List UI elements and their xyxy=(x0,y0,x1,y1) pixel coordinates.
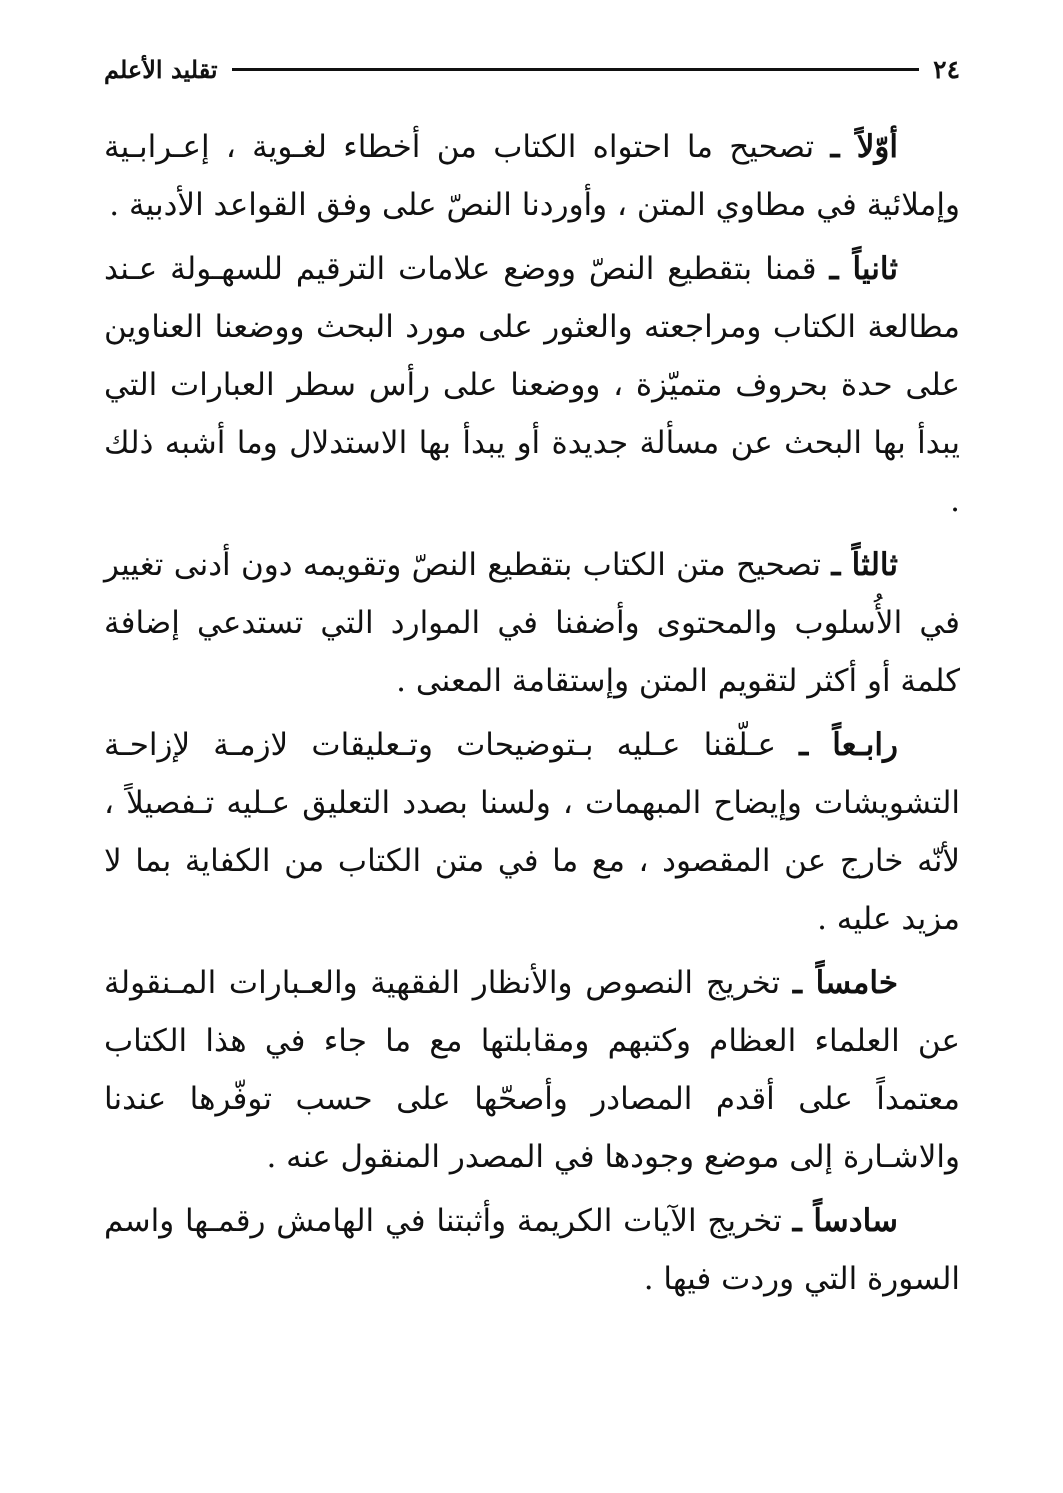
paragraph-first xyxy=(104,118,960,234)
paragraph-text: قمنا بتقطيع النصّ ووضع علامات الترقيم للسهـولة عـند مطالعة الكتاب ومراجعته والعثور على مورد البحث ووضعنا العناوين على حدة بحروف متميّزة ، ووضعنا على رأس سطر العبارات التي يبدأ بها البحث عن مسألة جديدة أو يبدأ بها الاستدلال وما أشبه ذلك . xyxy=(104,251,960,519)
paragraph-text: تخريج النصوص والأنظار الفقهية والعـبارات المـنقولة عن العلماء العظام وكتبهم ومقابلتها مع ما جاء في هذا الكتاب معتمداً على أقدم المصادر وأصحّها على حسب توفّرها عندنا والاشـارة إلى موضع وجودها في المصدر المنقول عنه . xyxy=(104,965,960,1175)
body-text xyxy=(104,118,960,1314)
running-header xyxy=(104,44,960,94)
paragraph-fifth xyxy=(104,954,960,1186)
paragraph-fourth xyxy=(104,716,960,948)
header-rule xyxy=(232,68,920,71)
paragraph-lead: سادساً ـ xyxy=(792,1203,898,1239)
page-number: ٢٤ xyxy=(933,54,960,84)
paragraph-lead: ثانياً ـ xyxy=(829,251,898,287)
paragraph-second xyxy=(104,240,960,530)
paragraph-third xyxy=(104,536,960,710)
running-title: تقليد الأعلم xyxy=(104,54,218,84)
paragraph-text: عـلّقنا عـليه بـتوضيحات وتـعليقات لازمـة لإزاحـة التشويشات وإيضاح المبهمات ، ولسنا بصدد التعليق عـليه تـفصيلاً ، لأنّه خارج عن المقصود ، مع ما في متن الكتاب من الكفاية بما لا مزيد عليه . xyxy=(104,727,960,937)
paragraph-sixth xyxy=(104,1192,960,1308)
paragraph-text: تصحيح ما احتواه الكتاب من أخطاء لغـوية ، إعـرابـية وإملائية في مطاوي المتن ، وأوردنا النصّ على وفق القواعد الأدبية . xyxy=(104,129,960,223)
paragraph-text: تصحيح متن الكتاب بتقطيع النصّ وتقويمه دون أدنى تغيير في الأُسلوب والمحتوى وأضفنا في الموارد التي تستدعي إضافة كلمة أو أكثر لتقويم المتن وإستقامة المعنى . xyxy=(104,547,960,699)
paragraph-lead: خامساً ـ xyxy=(792,965,898,1001)
paragraph-text: تخريج الآيات الكريمة وأثبتنا في الهامش رقمـها واسم السورة التي وردت فيها . xyxy=(104,1203,960,1297)
paragraph-lead: ثالثاً ـ xyxy=(831,547,898,583)
paragraph-lead: أوّلاً ـ xyxy=(830,129,899,165)
paragraph-lead: رابـعاً ـ xyxy=(799,727,898,763)
